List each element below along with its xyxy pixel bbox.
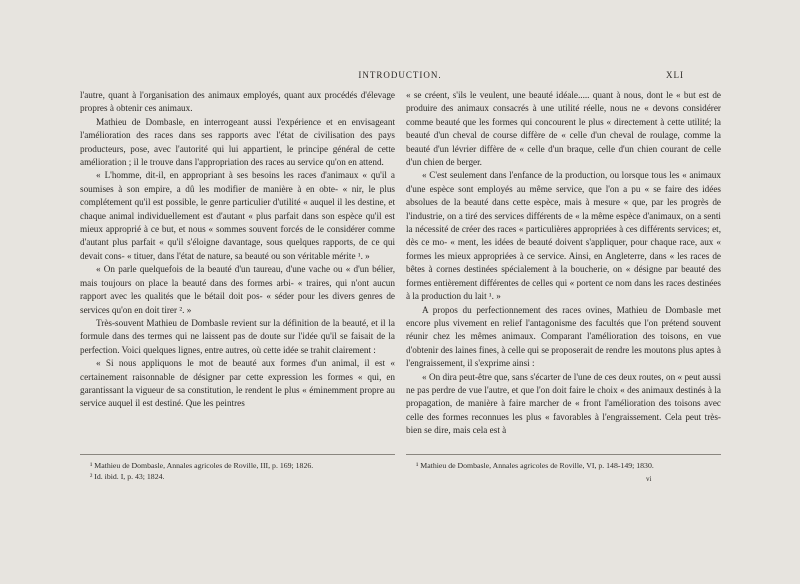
quote-paragraph: « On dira peut-être que, sans s'écarter de l'une de ces deux routes, on « peut aussi ne pas perdre de vue l'autre, et que l'on doit faire le choix « des animaux destinés à la propagation, de manière à faire marcher de « front l'amélioration des toisons avec celle des formes reconnues les plus « favorables à l'engraissement. Cela peut très-bien se dire, mais cela est à <box>406 371 721 436</box>
paragraph: Très-souvent Mathieu de Dombasle revient sur la définition de la beauté, et il la formule dans des termes qui ne laissent pas de doute sur l'idée qu'il se faisait de la perfection. Voici quelques lignes, entre autres, où cette idée se trahit clairement : <box>80 317 395 355</box>
signature-mark: vi <box>646 475 652 483</box>
quote-paragraph: « On parle quelquefois de la beauté d'un taureau, d'une vache ou « d'un bélier, mais toujours on place la beauté dans des formes arbi- « traires, qui n'ont aucun rapport avec les qualités que le bétail doit pos- « séder pour les divers genres de services qu'on en doit tirer ². » <box>80 264 395 315</box>
page-number: XLI <box>666 70 684 80</box>
quote-paragraph: « Si nous appliquons le mot de beauté aux formes d'un animal, il est « certainement raisonnable de désigner par cette expression les formes « qui, en garantissant la vigueur de sa constitution, le rendent le plus « éminemment propre au service auquel il est destiné. Que les peintres <box>80 358 395 409</box>
running-title: INTRODUCTION. <box>358 70 442 80</box>
quote-paragraph: « C'est seulement dans l'enfance de la production, ou lorsque tous les « animaux d'une espèce sont employés au même service, que l'on a pu « se faire des idées absolues de la beauté dans cette espèce, mais à mesure « que, par les progrès de l'industrie, on a tiré des services différents de « la même espèce d'animaux, on a senti la nécessité de créer des races « particulières appropriées à ces différents services; et, dès ce mo- « ment, les idées de beauté doivent s'appliquer, pour chaque race, aux « formes les mieux appropriées à ce service. Ainsi, en Angleterre, dans « les races de bêtes à cornes destinées spécialement à la boucherie, on « désigne par beauté des formes entièrement différentes de celles qui « portent ce nom dans les races destinées à la production du lait ¹. » <box>406 170 721 302</box>
right-footnotes <box>406 454 721 471</box>
paragraph: Mathieu de Dombasle, en interrogeant aussi l'expérience et en envisageant l'amélioration des races dans ses rapports avec l'état de civilisation des pays producteurs, pose, avec l'autorité qui lui appartient, le principe général de cette amélioration ; il le trouve dans l'appropriation des races au service qu'on en attend. <box>80 116 395 168</box>
quote-paragraph: « se créent, s'ils le veulent, une beauté idéale..... quant à nous, dont le « but est de produire des animaux consacrés à une utilité réelle, nous ne « devons considérer comme beauté que les formes qui concourent le plus « directement à cette utilité; la beauté d'un cheval de course diffère de « celle d'un cheval de roulage, comme la beauté d'un lévrier diffère de « celle d'un braque, celle d'un chien courant de celle d'un chien de berger. <box>406 90 721 168</box>
left-footnotes <box>80 454 395 482</box>
left-column <box>80 89 395 411</box>
footnote: ² Id. ibid. I, p. 43; 1824. <box>90 472 165 481</box>
right-column <box>406 89 721 438</box>
footnote: ¹ Mathieu de Dombasle, Annales agricoles de Roville, III, p. 169; 1826. <box>90 461 314 470</box>
paragraph: l'autre, quant à l'organisation des animaux employés, quant aux procédés d'élevage propres à obtenir ces animaux. <box>80 90 395 114</box>
running-head <box>0 70 800 84</box>
quote-paragraph: « L'homme, dit-il, en appropriant à ses besoins les races d'animaux « qu'il a soumises à son empire, a dû les modifier de manière à en obte- « nir, le plus complétement qu'il est possible, le genre particulier d'utilité « auquel il les destine, et chaque animal individuellement est d'autant « plus parfait dans son espèce qu'il est mieux approprié à ce but, et nous « sommes souvent forcés de le considérer comme d'autant plus parfait « qu'il s'éloigne davantage, sous quelques rapports, de ce qui devait cons- « tituer, dans l'état de nature, sa beauté ou son véritable mérite ¹. » <box>80 170 395 261</box>
footnote: ¹ Mathieu de Dombasle, Annales agricoles de Roville, VI, p. 148-149; 1830. <box>416 461 654 470</box>
paragraph: A propos du perfectionnement des races ovines, Mathieu de Dombasle met encore plus vivement en relief l'antagonisme des facultés que l'on prétend souvent réunir chez les mêmes animaux. Comparant l'amélioration des toisons, en vue d'obtenir des laines fines, à celle qui se proposerait de rendre les moutons plus aptes à l'engraissement, il s'exprime ainsi : <box>406 304 721 369</box>
